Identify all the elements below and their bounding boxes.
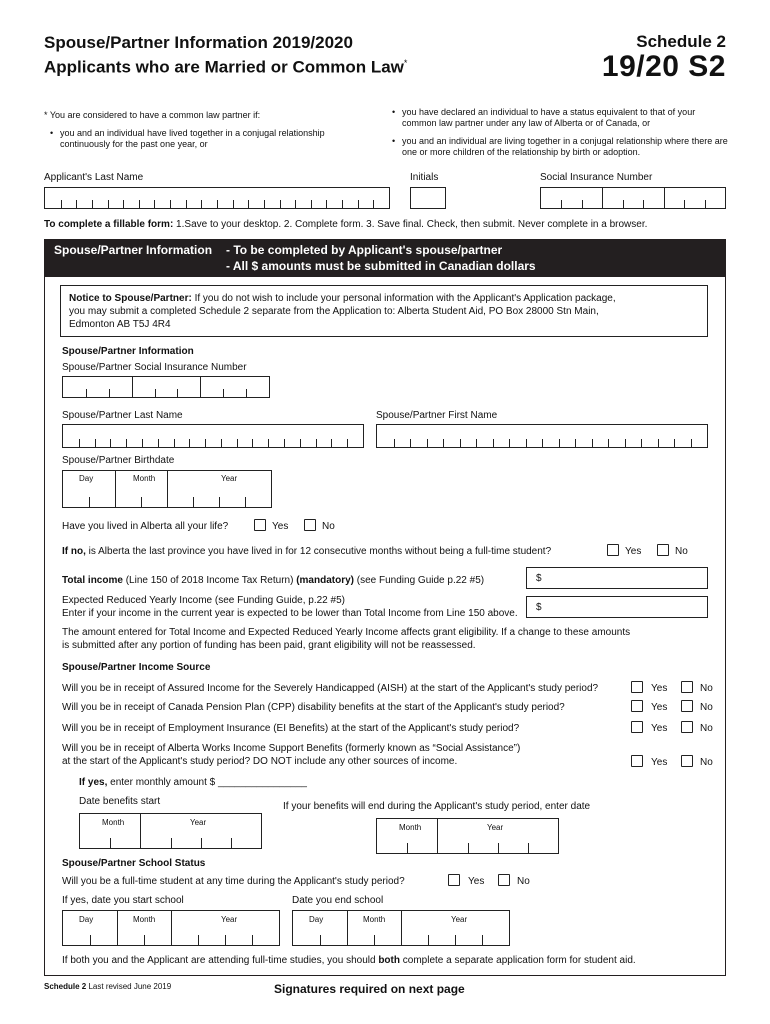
comb-divider — [193, 497, 194, 507]
comb-divider — [443, 439, 444, 447]
alberta-works-yes-checkbox[interactable] — [631, 755, 643, 767]
comb-divider — [246, 389, 247, 397]
definition-bullet-1: you and an individual have lived together in a conjugal relationship continuously for the past one year, or — [60, 128, 325, 149]
comb-divider — [623, 200, 624, 208]
comb-divider — [326, 200, 327, 208]
year-label: Year — [487, 823, 504, 832]
no-label: No — [700, 683, 713, 694]
reduced-income-input[interactable] — [526, 596, 708, 618]
comb-divider — [248, 200, 249, 208]
comb-divider — [201, 200, 202, 208]
comb-divider — [437, 819, 438, 853]
no-label: No — [700, 757, 713, 768]
yes-label: Yes — [651, 702, 668, 713]
spouse-sin-input[interactable] — [62, 376, 270, 398]
if-yes-lead: If yes, — [79, 777, 108, 788]
footer-revision — [44, 982, 171, 991]
comb-divider — [205, 439, 206, 447]
bullet-dot: • — [392, 107, 396, 117]
notice-text — [69, 292, 616, 331]
both-students-note — [62, 955, 636, 966]
comb-divider — [90, 935, 91, 945]
benefits-start-date-input[interactable] — [79, 813, 262, 849]
month-label: Month — [102, 818, 125, 827]
comb-divider — [223, 389, 224, 397]
spouse-first-name-input[interactable] — [376, 424, 708, 448]
comb-divider — [311, 200, 312, 208]
comb-divider — [641, 439, 642, 447]
comb-divider — [358, 200, 359, 208]
notice-line1: If you do not wish to include your personal information with the Applicant's Application package, — [191, 293, 616, 304]
comb-divider — [92, 200, 93, 208]
benefits-start-label: Date benefits start — [79, 796, 161, 807]
comb-divider — [476, 439, 477, 447]
day-label: Day — [79, 474, 94, 483]
spouse-last-name-label: Spouse/Partner Last Name — [62, 410, 183, 421]
comb-divider — [158, 439, 159, 447]
comb-divider — [132, 377, 133, 397]
comb-divider — [170, 200, 171, 208]
comb-divider — [177, 389, 178, 397]
yes-label: Yes — [651, 757, 668, 768]
comb-divider — [300, 439, 301, 447]
alberta-life-yes-checkbox[interactable] — [254, 519, 266, 531]
applicant-sin-input[interactable] — [540, 187, 726, 209]
comb-divider — [174, 439, 175, 447]
notice-line3: Edmonton AB T5J 4R4 — [69, 319, 171, 330]
cpp-no-checkbox[interactable] — [681, 700, 693, 712]
last-province-question — [62, 546, 551, 557]
comb-divider — [76, 200, 77, 208]
alberta-life-question: Have you lived in Alberta all your life? — [62, 521, 229, 532]
section-banner — [44, 239, 726, 277]
benefits-end-date-input[interactable] — [376, 818, 559, 854]
applicant-sin-label: Social Insurance Number — [540, 172, 653, 183]
day-label: Day — [309, 915, 324, 924]
comb-divider — [347, 911, 348, 945]
if-no-lead: If no, — [62, 546, 86, 557]
comb-divider — [664, 188, 665, 208]
comb-divider — [95, 439, 96, 447]
comb-divider — [198, 935, 199, 945]
comb-divider — [295, 200, 296, 208]
year-label: Year — [221, 915, 238, 924]
comb-divider — [482, 935, 483, 945]
notice-line2: you may submit a completed Schedule 2 separate from the Application to: Alberta Student Aid, PO Box 28000 Stn Main, — [69, 306, 599, 317]
spouse-info-heading: Spouse/Partner Information — [62, 346, 194, 357]
common-law-intro: * You are considered to have a common law partner if: — [44, 110, 261, 120]
full-time-yes-checkbox[interactable] — [448, 874, 460, 886]
both-note-bold: both — [378, 955, 400, 966]
month-label: Month — [399, 823, 422, 832]
form-code: 19/20 S2 — [601, 50, 726, 83]
last-province-no-checkbox[interactable] — [657, 544, 669, 556]
footer-revised: Last revised June 2019 — [86, 982, 172, 991]
comb-divider — [347, 439, 348, 447]
comb-divider — [237, 439, 238, 447]
comb-divider — [108, 200, 109, 208]
comb-divider — [658, 439, 659, 447]
definition-bullet-2: you have declared an individual to have a status equivalent to that of your common law partner under any law of Alberta or of Canada, or — [402, 107, 696, 128]
comb-divider — [528, 843, 529, 853]
comb-divider — [407, 843, 408, 853]
no-label: No — [675, 546, 688, 557]
form-title-line1: Spouse/Partner Information 2019/2020 — [44, 33, 353, 52]
comb-divider — [217, 200, 218, 208]
comb-divider — [374, 935, 375, 945]
comb-divider — [155, 389, 156, 397]
comb-divider — [142, 439, 143, 447]
yes-label: Yes — [272, 521, 289, 532]
dollar-sign: $ — [536, 573, 542, 584]
benefits-end-label: If your benefits will end during the Applicant's study period, enter date — [283, 801, 591, 812]
comb-divider — [167, 471, 168, 507]
comb-divider — [171, 911, 172, 945]
banner-line1: - To be completed by Applicant's spouse/partner — [226, 243, 503, 257]
comb-divider — [460, 439, 461, 447]
both-note-post: complete a separate application form for student aid. — [399, 955, 636, 966]
instructions-text: 1.Save to your desktop. 2. Complete form. 3. Save final. Check, then submit. Never complete in a browser. — [173, 219, 648, 230]
schedule-label: Schedule 2 — [636, 32, 726, 51]
dollar-sign: $ — [536, 602, 542, 613]
grant-note-line2: is submitted after any portion of funding has been paid, grant eligibility will not be reassessed. — [62, 640, 476, 651]
comb-divider — [141, 497, 142, 507]
aish-no-checkbox[interactable] — [681, 681, 693, 693]
comb-divider — [498, 843, 499, 853]
comb-divider — [140, 814, 141, 848]
yes-label: Yes — [468, 876, 485, 887]
cpp-question: Will you be in receipt of Canada Pension Plan (CPP) disability benefits at the start of the Applicant's study period? — [62, 702, 565, 713]
month-label: Month — [363, 915, 386, 924]
reduced-income-line1: Expected Reduced Yearly Income (see Funding Guide, p.22 #5) — [62, 595, 345, 606]
monthly-amount-field[interactable] — [79, 777, 307, 788]
comb-divider — [705, 200, 706, 208]
comb-divider — [455, 935, 456, 945]
comb-divider — [61, 200, 62, 208]
comb-divider — [316, 439, 317, 447]
comb-divider — [117, 911, 118, 945]
comb-divider — [373, 200, 374, 208]
reduced-income-line2: Enter if your income in the current year is expected to be lower than Total Income from Line 150 above. — [62, 608, 518, 619]
spouse-birthdate-input[interactable] — [62, 470, 272, 508]
no-label: No — [322, 521, 335, 532]
year-label: Year — [221, 474, 238, 483]
total-income-lead: Total income — [62, 575, 123, 586]
comb-divider — [79, 439, 80, 447]
income-source-heading: Spouse/Partner Income Source — [62, 662, 211, 673]
school-start-label: If yes, date you start school — [62, 895, 184, 906]
applicant-initials-input[interactable] — [410, 187, 446, 209]
comb-divider — [225, 935, 226, 945]
alberta-life-no-checkbox[interactable] — [304, 519, 316, 531]
school-status-heading: Spouse/Partner School Status — [62, 858, 206, 869]
comb-divider — [582, 200, 583, 208]
comb-divider — [231, 838, 232, 848]
month-label: Month — [133, 474, 156, 483]
full-time-no-checkbox[interactable] — [498, 874, 510, 886]
comb-divider — [110, 439, 111, 447]
grant-note-line1: The amount entered for Total Income and Expected Reduced Yearly Income affects grant eligibility. If a change to these amounts — [62, 627, 631, 638]
school-start-date-input[interactable] — [62, 910, 280, 946]
total-income-label — [62, 575, 484, 586]
total-income-input[interactable] — [526, 567, 708, 589]
comb-divider — [674, 439, 675, 447]
total-income-end: (see Funding Guide p.22 #5) — [354, 575, 485, 586]
cpp-yes-checkbox[interactable] — [631, 700, 643, 712]
comb-divider — [189, 439, 190, 447]
bullet-dot: • — [392, 136, 396, 146]
definition-bullet-3: you and an individual are living together in a conjugal relationship where there are one or more children of the relationship by birth or adoption. — [402, 136, 728, 157]
banner-line2: - All $ amounts must be submitted in Canadian dollars — [226, 259, 536, 273]
comb-divider — [144, 935, 145, 945]
monthly-amount-text: enter monthly amount $ ________________ — [107, 777, 307, 788]
comb-divider — [691, 439, 692, 447]
footer-schedule: Schedule 2 — [44, 982, 87, 991]
bullet-dot: • — [50, 128, 54, 138]
comb-divider — [342, 200, 343, 208]
spouse-birthdate-label: Spouse/Partner Birthdate — [62, 455, 175, 466]
year-label: Year — [190, 818, 207, 827]
comb-divider — [123, 200, 124, 208]
total-income-mid: (Line 150 of 2018 Income Tax Return) — [122, 575, 297, 586]
year-label: Year — [451, 915, 468, 924]
asterisk: * — [403, 58, 408, 68]
school-end-date-input[interactable] — [292, 910, 510, 946]
no-label: No — [700, 702, 713, 713]
aish-question: Will you be in receipt of Assured Income for the Severely Handicapped (AISH) at the start of the Applicant's study period? — [62, 683, 599, 694]
applicant-last-name-label: Applicant's Last Name — [44, 172, 144, 183]
comb-divider — [592, 439, 593, 447]
comb-divider — [394, 439, 395, 447]
form-title-line2 — [44, 53, 407, 78]
ei-question: Will you be in receipt of Employment Insurance (EI Benefits) at the start of the Applicant's study period? — [62, 723, 520, 734]
comb-divider — [625, 439, 626, 447]
comb-divider — [110, 838, 111, 848]
comb-divider — [575, 439, 576, 447]
instructions-lead: To complete a fillable form: — [44, 219, 174, 230]
comb-divider — [126, 439, 127, 447]
comb-divider — [428, 935, 429, 945]
comb-divider — [280, 200, 281, 208]
day-label: Day — [79, 915, 94, 924]
spouse-first-name-label: Spouse/Partner First Name — [376, 410, 498, 421]
total-income-mandatory: (mandatory) — [296, 575, 354, 586]
alberta-works-question-line1: Will you be in receipt of Alberta Works Income Support Benefits (formerly known as “Social Assistance”) — [62, 743, 521, 754]
comb-divider — [109, 389, 110, 397]
comb-divider — [139, 200, 140, 208]
comb-divider — [245, 497, 246, 507]
yes-label: Yes — [651, 683, 668, 694]
applicant-initials-label: Initials — [410, 172, 439, 183]
comb-divider — [233, 200, 234, 208]
comb-divider — [284, 439, 285, 447]
spouse-sin-label: Spouse/Partner Social Insurance Number — [62, 362, 247, 373]
comb-divider — [684, 200, 685, 208]
banner-title: Spouse/Partner Information — [54, 243, 213, 257]
comb-divider — [200, 377, 201, 397]
comb-divider — [468, 843, 469, 853]
comb-divider — [561, 200, 562, 208]
comb-divider — [252, 439, 253, 447]
yes-label: Yes — [651, 723, 668, 734]
comb-divider — [608, 439, 609, 447]
comb-divider — [268, 439, 269, 447]
applicant-last-name-input[interactable] — [44, 187, 390, 209]
comb-divider — [331, 439, 332, 447]
last-province-text: is Alberta the last province you have lived in for 12 consecutive months without being a full-time student? — [85, 546, 552, 557]
fillable-instructions — [44, 219, 647, 230]
comb-divider — [115, 471, 116, 507]
comb-divider — [89, 497, 90, 507]
comb-divider — [320, 935, 321, 945]
comb-divider — [493, 439, 494, 447]
form-title-text: Applicants who are Married or Common Law — [44, 57, 404, 77]
alberta-works-no-checkbox[interactable] — [681, 755, 693, 767]
no-label: No — [517, 876, 530, 887]
comb-divider — [509, 439, 510, 447]
yes-label: Yes — [625, 546, 642, 557]
comb-divider — [171, 838, 172, 848]
both-note-pre: If both you and the Applicant are attending full-time studies, you should — [62, 955, 379, 966]
comb-divider — [154, 200, 155, 208]
aish-yes-checkbox[interactable] — [631, 681, 643, 693]
comb-divider — [602, 188, 603, 208]
comb-divider — [219, 497, 220, 507]
comb-divider — [186, 200, 187, 208]
comb-divider — [542, 439, 543, 447]
ei-yes-checkbox[interactable] — [631, 721, 643, 733]
alberta-works-question-line2: at the start of the Applicant's study period? DO NOT include any other sources of income. — [62, 756, 458, 767]
comb-divider — [410, 439, 411, 447]
comb-divider — [526, 439, 527, 447]
comb-divider — [221, 439, 222, 447]
ei-no-checkbox[interactable] — [681, 721, 693, 733]
full-time-question: Will you be a full-time student at any time during the Applicant's study period? — [62, 876, 405, 887]
school-end-label: Date you end school — [292, 895, 384, 906]
comb-divider — [264, 200, 265, 208]
comb-divider — [427, 439, 428, 447]
comb-divider — [86, 389, 87, 397]
notice-lead: Notice to Spouse/Partner: — [69, 293, 192, 304]
comb-divider — [252, 935, 253, 945]
notice-box — [60, 285, 708, 337]
signatures-note: Signatures required on next page — [274, 982, 465, 996]
comb-divider — [201, 838, 202, 848]
comb-divider — [643, 200, 644, 208]
spouse-last-name-input[interactable] — [62, 424, 364, 448]
comb-divider — [401, 911, 402, 945]
no-label: No — [700, 723, 713, 734]
month-label: Month — [133, 915, 156, 924]
comb-divider — [559, 439, 560, 447]
last-province-yes-checkbox[interactable] — [607, 544, 619, 556]
